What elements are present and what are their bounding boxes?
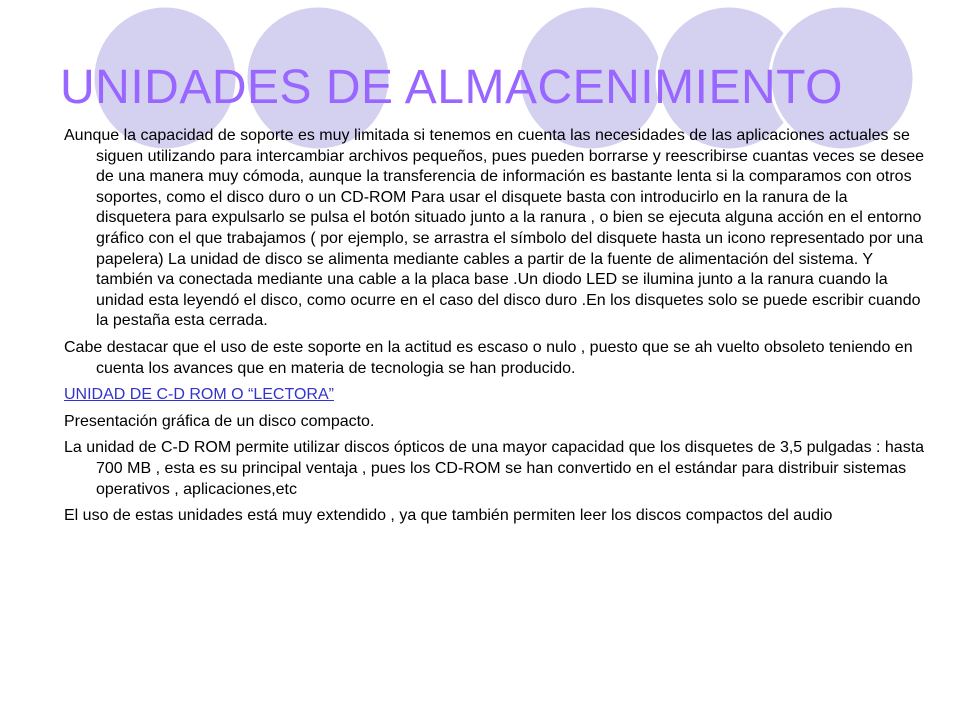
paragraph-floppy-obsolete: Cabe destacar que el uso de este soporte en la actitud es escaso o nulo , puesto que se ah vuelto obsoleto teniendo en cuenta los avances que en materia de tecnologia se han producido. (64, 338, 913, 377)
paragraph-cd-presentation: Presentación gráfica de un disco compacto. (64, 412, 375, 430)
paragraph-floppy-description: Aunque la capacidad de soporte es muy limitada si tenemos en cuenta las necesidades de las aplicaciones actuales se siguen utilizando para intercambiar archivos pequeños, pues pueden borrarse y reescribirse cuantas veces se desee de una manera muy cómoda, aunque la transferencia de información es bastante lenta si la comparamos con otros soportes, como el disco duro o un CD-ROM Para usar el disquete basta con introducirlo en la ranura de la disquetera para expulsarlo se pulsa el botón situado junto a la ranura , o bien se ejecuta alguna acción en el entorno gráfico con el que trabajamos ( por ejemplo, se arrastra el símbolo del disquete hasta un icono representado por una papelera) La unidad de disco se alimenta mediante cables a partir de la fuente de alimentación del sistema. Y también va conectada mediante una cable a la placa base .Un diodo LED se ilumina junto a la ranura cuando la unidad esta leyendó el disco, como ocurre en el caso del disco duro .En los disquetes solo se puede escribir cuando la pestaña esta cerrada. (64, 127, 925, 330)
cd-rom-heading-link-paragraph (64, 385, 926, 406)
paragraph-cd-usage: El uso de estas unidades está muy extendido , ya que también permiten leer los discos compactos del audio (64, 507, 833, 525)
slide-body (64, 126, 926, 533)
paragraph-cd-capacity: La unidad de C-D ROM permite utilizar discos ópticos de una mayor capacidad que los disquetes de 3,5 pulgadas : hasta 700 MB , esta es su principal ventaja , pues los CD-ROM se han convertido en el estándar para distribuir sistemas operativos , aplicaciones,etc (64, 439, 925, 498)
cd-rom-heading-link[interactable]: UNIDAD DE C-D ROM O “LECTORA” (64, 386, 334, 404)
slide-title: UNIDADES DE ALMACENIMIENTO (60, 61, 843, 114)
